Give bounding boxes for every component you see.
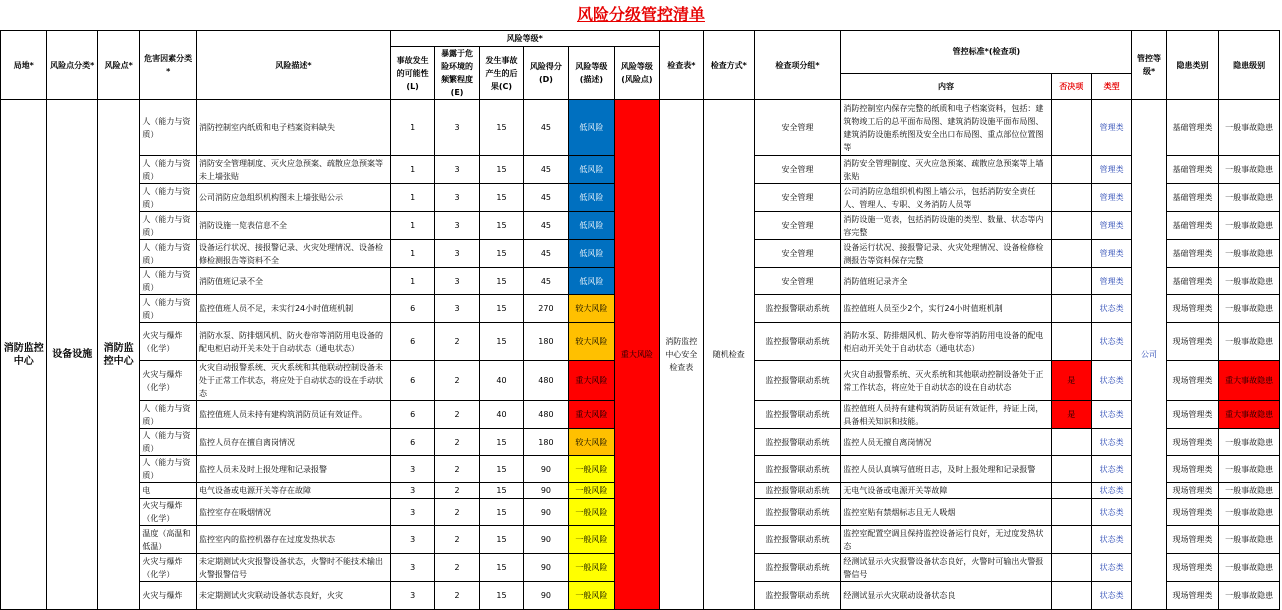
- risk-point-category-cell: 设备设施: [47, 100, 98, 610]
- hazard-grade-cell: 一般事故隐患: [1219, 499, 1280, 526]
- E-cell: 2: [435, 401, 479, 429]
- hazard-grade-cell: 一般事故隐患: [1219, 295, 1280, 323]
- standard-content-cell: 消防值班记录齐全: [841, 268, 1051, 295]
- veto-item-cell: [1051, 212, 1091, 240]
- C-cell: 15: [479, 554, 523, 582]
- type-cell: 管理类: [1091, 184, 1131, 212]
- risk-level-cell: 低风险: [568, 156, 614, 184]
- hazard-factor-cell: 人（能力与资质）: [140, 240, 197, 268]
- hazard-grade-cell: 一般事故隐患: [1219, 526, 1280, 554]
- risk-level-cell: 重大风险: [568, 361, 614, 401]
- hazard-factor-cell: 人（能力与资质）: [140, 401, 197, 429]
- hazard-grade-cell: 一般事故隐患: [1219, 240, 1280, 268]
- hazard-category-cell: 现场管理类: [1166, 554, 1219, 582]
- risk-description-cell: 消防安全管理制度、灭火应急预案、疏散应急预案等未上墙张贴: [196, 156, 390, 184]
- C-cell: 40: [479, 361, 523, 401]
- E-cell: 2: [435, 499, 479, 526]
- C-cell: 40: [479, 401, 523, 429]
- C-cell: 15: [479, 526, 523, 554]
- check-item-category-cell: 安全管理: [754, 156, 841, 184]
- D-cell: 270: [524, 295, 568, 323]
- hazard-factor-cell: 人（能力与资质）: [140, 429, 197, 456]
- standard-content-cell: 公司消防应急组织机构图上墙公示，包括消防安全责任人、管理人、专职、义务消防人员等: [841, 184, 1051, 212]
- E-cell: 2: [435, 429, 479, 456]
- risk-description-cell: 消防值班记录不全: [196, 268, 390, 295]
- C-cell: 15: [479, 100, 523, 156]
- control-level-cell: 公司: [1132, 100, 1166, 610]
- hazard-grade-cell: 一般事故隐患: [1219, 212, 1280, 240]
- hazard-factor-cell: 火灾与爆炸（化学）: [140, 323, 197, 361]
- hazard-grade-cell: 重大事故隐患: [1219, 401, 1280, 429]
- risk-level-cell: 较大风险: [568, 429, 614, 456]
- type-cell: 状态类: [1091, 483, 1131, 499]
- check-item-category-cell: 安全管理: [754, 184, 841, 212]
- E-cell: 3: [435, 156, 479, 184]
- hazard-category-cell: 基础管理类: [1166, 184, 1219, 212]
- standard-content-cell: 监控值班人员持有建构筑消防员证有效证件，持证上岗，具备相关知识和技能。: [841, 401, 1051, 429]
- L-cell: 6: [390, 401, 434, 429]
- risk-description-cell: 监控室存在吸烟情况: [196, 499, 390, 526]
- hazard-grade-cell: 一般事故隐患: [1219, 582, 1280, 610]
- E-cell: 2: [435, 456, 479, 483]
- standard-content-cell: 监控室贴有禁烟标志且无人吸烟: [841, 499, 1051, 526]
- D-cell: 480: [524, 401, 568, 429]
- header-check-item-category: 检查项分组*: [754, 31, 841, 100]
- standard-content-cell: 消防安全管理制度、灭火应急预案、疏散应急预案等上墙张贴: [841, 156, 1051, 184]
- check-item-category-cell: 安全管理: [754, 212, 841, 240]
- type-cell: 状态类: [1091, 582, 1131, 610]
- risk-level-cell: 一般风险: [568, 499, 614, 526]
- D-cell: 45: [524, 184, 568, 212]
- veto-item-cell: [1051, 499, 1091, 526]
- D-cell: 90: [524, 554, 568, 582]
- check-item-category-cell: 安全管理: [754, 240, 841, 268]
- C-cell: 15: [479, 156, 523, 184]
- E-cell: 2: [435, 554, 479, 582]
- L-cell: 6: [390, 361, 434, 401]
- E-cell: 2: [435, 582, 479, 610]
- D-cell: 45: [524, 240, 568, 268]
- veto-item-cell: [1051, 323, 1091, 361]
- header-risk-point-category: 风险点分类*: [47, 31, 98, 100]
- standard-content-cell: 消防水泵、防排烟风机、防火卷帘等消防用电设备的配电柜启动开关处于自动状态（通电状态）: [841, 323, 1051, 361]
- hazard-factor-cell: 火灾与爆炸（化学）: [140, 499, 197, 526]
- veto-item-cell: [1051, 184, 1091, 212]
- E-cell: 3: [435, 240, 479, 268]
- standard-content-cell: 监控人员无擅自离岗情况: [841, 429, 1051, 456]
- risk-level-cell: 一般风险: [568, 582, 614, 610]
- header-type: 类型: [1091, 73, 1131, 100]
- type-cell: 管理类: [1091, 268, 1131, 295]
- standard-content-cell: 经测试显示火灾报警设备状态良好，火警时可输出火警报警信号: [841, 554, 1051, 582]
- check-item-category-cell: 安全管理: [754, 100, 841, 156]
- check-item-category-cell: 监控报警联动系统: [754, 401, 841, 429]
- L-cell: 3: [390, 526, 434, 554]
- L-cell: 6: [390, 323, 434, 361]
- L-cell: 3: [390, 499, 434, 526]
- standard-content-cell: 监控室配置空调且保持监控设备运行良好，无过度发热状态: [841, 526, 1051, 554]
- header-check-table: 检查表*: [659, 31, 703, 100]
- D-cell: 90: [524, 499, 568, 526]
- risk-description-cell: 火灾自动报警系统、灭火系统和其他联动控制设备未处于正常工作状态，将应处于自动状态的设在手动状态: [196, 361, 390, 401]
- risk-description-cell: 未定期测试火灾联动设备状态良好，火灾: [196, 582, 390, 610]
- standard-content-cell: 设备运行状况、接报警记录、火灾处理情况、设备检修检测报告等资料保存完整: [841, 240, 1051, 268]
- risk-level-cell: 一般风险: [568, 526, 614, 554]
- hazard-category-cell: 现场管理类: [1166, 456, 1219, 483]
- type-cell: 状态类: [1091, 323, 1131, 361]
- E-cell: 3: [435, 100, 479, 156]
- check-item-category-cell: 监控报警联动系统: [754, 295, 841, 323]
- hazard-factor-cell: 火灾与爆炸（化学）: [140, 361, 197, 401]
- hazard-grade-cell: 一般事故隐患: [1219, 100, 1280, 156]
- standard-content-cell: 火灾自动报警系统、灭火系统和其他联动控制设备处于正常工作状态，将应处于自动状态的设在自动状态: [841, 361, 1051, 401]
- hazard-grade-cell: 一般事故隐患: [1219, 184, 1280, 212]
- header-check-method: 检查方式*: [704, 31, 755, 100]
- hazard-factor-cell: 温度（高温和低温）: [140, 526, 197, 554]
- veto-item-cell: [1051, 240, 1091, 268]
- hazard-category-cell: 现场管理类: [1166, 361, 1219, 401]
- risk-level-cell: 较大风险: [568, 323, 614, 361]
- D-cell: 480: [524, 361, 568, 401]
- hazard-factor-cell: 人（能力与资质）: [140, 156, 197, 184]
- standard-content-cell: 消防设施一览表，包括消防设施的类型、数量、状态等内容完整: [841, 212, 1051, 240]
- C-cell: 15: [479, 184, 523, 212]
- hazard-factor-cell: 人（能力与资质）: [140, 456, 197, 483]
- type-cell: 状态类: [1091, 429, 1131, 456]
- risk-level-cell: 低风险: [568, 268, 614, 295]
- header-C: 发生事故产生的后果(C): [479, 47, 523, 100]
- check-item-category-cell: 监控报警联动系统: [754, 526, 841, 554]
- E-cell: 3: [435, 184, 479, 212]
- hazard-grade-cell: 一般事故隐患: [1219, 323, 1280, 361]
- hazard-grade-cell: 一般事故隐患: [1219, 268, 1280, 295]
- header-D: 风险得分(D): [524, 47, 568, 100]
- L-cell: 1: [390, 240, 434, 268]
- risk-level-cell: 低风险: [568, 184, 614, 212]
- check-item-category-cell: 监控报警联动系统: [754, 456, 841, 483]
- hazard-factor-cell: 火灾与爆炸: [140, 582, 197, 610]
- veto-item-cell: [1051, 295, 1091, 323]
- check-item-category-cell: 监控报警联动系统: [754, 554, 841, 582]
- type-cell: 管理类: [1091, 240, 1131, 268]
- hazard-category-cell: 现场管理类: [1166, 295, 1219, 323]
- risk-description-cell: 设备运行状况、接报警记录、火灾处理情况、设备检修检测报告等资料不全: [196, 240, 390, 268]
- hazard-category-cell: 现场管理类: [1166, 483, 1219, 499]
- check-item-category-cell: 监控报警联动系统: [754, 483, 841, 499]
- location-cell: 消防监控中心: [1, 100, 47, 610]
- veto-item-cell: [1051, 526, 1091, 554]
- D-cell: 45: [524, 212, 568, 240]
- check-item-category-cell: 监控报警联动系统: [754, 582, 841, 610]
- C-cell: 15: [479, 456, 523, 483]
- table-row: [1, 100, 1280, 156]
- risk-description-cell: 监控值班人员未持有建构筑消防员证有效证件。: [196, 401, 390, 429]
- D-cell: 180: [524, 323, 568, 361]
- standard-content-cell: 无电气设备或电源开关等故障: [841, 483, 1051, 499]
- E-cell: 2: [435, 323, 479, 361]
- type-cell: 状态类: [1091, 295, 1131, 323]
- D-cell: 180: [524, 429, 568, 456]
- check-item-category-cell: 安全管理: [754, 268, 841, 295]
- hazard-grade-cell: 一般事故隐患: [1219, 156, 1280, 184]
- C-cell: 15: [479, 268, 523, 295]
- hazard-grade-cell: 一般事故隐患: [1219, 554, 1280, 582]
- L-cell: 1: [390, 268, 434, 295]
- check-item-category-cell: 监控报警联动系统: [754, 323, 841, 361]
- risk-control-table: [0, 30, 1280, 610]
- risk-level-cell: 一般风险: [568, 456, 614, 483]
- standard-content-cell: 消防控制室内保存完整的纸质和电子档案资料，包括：建筑物竣工后的总平面布局图、建筑消防设施平面布局图、建筑消防设施系统图及安全出口布局图、重点部位位置图等: [841, 100, 1051, 156]
- L-cell: 1: [390, 100, 434, 156]
- header-risk-description: 风险描述*: [196, 31, 390, 100]
- risk-description-cell: 消防水泵、防排烟风机、防火卷帘等消防用电设备的配电柜启动开关未处于自动状态（通电状态）: [196, 323, 390, 361]
- E-cell: 2: [435, 361, 479, 401]
- header-hazard-grade: 隐患级别: [1219, 31, 1280, 100]
- header-location: 局地*: [1, 31, 47, 100]
- D-cell: 90: [524, 456, 568, 483]
- risk-description-cell: 公司消防应急组织机构图未上墙张贴公示: [196, 184, 390, 212]
- hazard-factor-cell: 人（能力与资质）: [140, 100, 197, 156]
- D-cell: 45: [524, 268, 568, 295]
- D-cell: 45: [524, 156, 568, 184]
- hazard-category-cell: 基础管理类: [1166, 100, 1219, 156]
- E-cell: 2: [435, 526, 479, 554]
- hazard-factor-cell: 人（能力与资质）: [140, 184, 197, 212]
- L-cell: 1: [390, 184, 434, 212]
- L-cell: 6: [390, 295, 434, 323]
- E-cell: 2: [435, 483, 479, 499]
- veto-item-cell: 是: [1051, 361, 1091, 401]
- header-control-level: 管控等级*: [1132, 31, 1166, 100]
- C-cell: 15: [479, 499, 523, 526]
- risk-description-cell: 监控人员未及时上报处理和记录报警: [196, 456, 390, 483]
- L-cell: 6: [390, 429, 434, 456]
- risk-level-cell: 低风险: [568, 240, 614, 268]
- L-cell: 3: [390, 456, 434, 483]
- header-veto-item: 否决项: [1051, 73, 1091, 100]
- type-cell: 状态类: [1091, 554, 1131, 582]
- header-hazard-category: 隐患类别: [1166, 31, 1219, 100]
- header-risk-level-group: 风险等级*: [390, 31, 659, 47]
- C-cell: 15: [479, 323, 523, 361]
- check-item-category-cell: 监控报警联动系统: [754, 429, 841, 456]
- type-cell: 管理类: [1091, 156, 1131, 184]
- veto-item-cell: [1051, 554, 1091, 582]
- hazard-grade-cell: 一般事故隐患: [1219, 429, 1280, 456]
- C-cell: 15: [479, 429, 523, 456]
- C-cell: 15: [479, 295, 523, 323]
- hazard-factor-cell: 人（能力与资质）: [140, 268, 197, 295]
- hazard-grade-cell: 一般事故隐患: [1219, 483, 1280, 499]
- header-risk-point: 风险点*: [97, 31, 139, 100]
- risk-description-cell: 电气设备或电源开关等存在故障: [196, 483, 390, 499]
- C-cell: 15: [479, 483, 523, 499]
- header-hazard-factor-category: 危害因素分类*: [140, 31, 197, 100]
- type-cell: 管理类: [1091, 100, 1131, 156]
- L-cell: 3: [390, 483, 434, 499]
- D-cell: 90: [524, 582, 568, 610]
- type-cell: 状态类: [1091, 401, 1131, 429]
- type-cell: 状态类: [1091, 499, 1131, 526]
- veto-item-cell: 是: [1051, 401, 1091, 429]
- hazard-category-cell: 现场管理类: [1166, 499, 1219, 526]
- risk-description-cell: 消防设施一览表信息不全: [196, 212, 390, 240]
- L-cell: 3: [390, 582, 434, 610]
- risk-description-cell: 监控人员存在擅自离岗情况: [196, 429, 390, 456]
- type-cell: 状态类: [1091, 361, 1131, 401]
- hazard-category-cell: 现场管理类: [1166, 401, 1219, 429]
- page-title: 风险分级管控清单: [576, 5, 705, 24]
- C-cell: 15: [479, 212, 523, 240]
- hazard-factor-cell: 电: [140, 483, 197, 499]
- risk-description-cell: 未定期测试火灾报警设备状态，火警时不能技术输出火警报警信号: [196, 554, 390, 582]
- header-level-point: 风险等级(风险点): [615, 47, 659, 100]
- E-cell: 3: [435, 212, 479, 240]
- check-item-category-cell: 监控报警联动系统: [754, 499, 841, 526]
- risk-level-cell: 低风险: [568, 212, 614, 240]
- risk-level-cell: 重大风险: [568, 401, 614, 429]
- type-cell: 状态类: [1091, 456, 1131, 483]
- check-item-category-cell: 监控报警联动系统: [754, 361, 841, 401]
- hazard-category-cell: 现场管理类: [1166, 582, 1219, 610]
- check-method-cell: 随机检查: [704, 100, 755, 610]
- E-cell: 3: [435, 268, 479, 295]
- veto-item-cell: [1051, 483, 1091, 499]
- header-L: 事故发生的可能性(L): [390, 47, 434, 100]
- standard-content-cell: 监控值班人员至少2个，实行24小时值班机制: [841, 295, 1051, 323]
- standard-content-cell: 经测试显示火灾联动设备状态良: [841, 582, 1051, 610]
- risk-level-cell: 较大风险: [568, 295, 614, 323]
- risk-point-cell: 消防监控中心: [97, 100, 139, 610]
- veto-item-cell: [1051, 429, 1091, 456]
- risk-description-cell: 监控室内的监控机器存在过度发热状态: [196, 526, 390, 554]
- risk-level-cell: 一般风险: [568, 554, 614, 582]
- risk-level-point-cell: 重大风险: [615, 100, 659, 610]
- risk-description-cell: 消防控制室内纸质和电子档案资料缺失: [196, 100, 390, 156]
- D-cell: 90: [524, 483, 568, 499]
- veto-item-cell: [1051, 456, 1091, 483]
- standard-content-cell: 监控人员认真填写值班日志，及时上报处理和记录报警: [841, 456, 1051, 483]
- hazard-factor-cell: 火灾与爆炸（化学）: [140, 554, 197, 582]
- D-cell: 45: [524, 100, 568, 156]
- hazard-category-cell: 现场管理类: [1166, 429, 1219, 456]
- hazard-category-cell: 现场管理类: [1166, 323, 1219, 361]
- L-cell: 1: [390, 156, 434, 184]
- veto-item-cell: [1051, 100, 1091, 156]
- veto-item-cell: [1051, 156, 1091, 184]
- L-cell: 3: [390, 554, 434, 582]
- E-cell: 3: [435, 295, 479, 323]
- risk-level-cell: 一般风险: [568, 483, 614, 499]
- check-table-cell: 消防监控中心安全检查表: [659, 100, 703, 610]
- risk-description-cell: 监控值班人员不足，未实行24小时值班机制: [196, 295, 390, 323]
- hazard-category-cell: 基础管理类: [1166, 240, 1219, 268]
- hazard-factor-cell: 人（能力与资质）: [140, 295, 197, 323]
- hazard-category-cell: 基础管理类: [1166, 212, 1219, 240]
- header-E: 暴露于危险环境的频繁程度(E): [435, 47, 479, 100]
- L-cell: 1: [390, 212, 434, 240]
- C-cell: 15: [479, 582, 523, 610]
- type-cell: 管理类: [1091, 212, 1131, 240]
- hazard-grade-cell: 一般事故隐患: [1219, 456, 1280, 483]
- veto-item-cell: [1051, 268, 1091, 295]
- hazard-category-cell: 现场管理类: [1166, 526, 1219, 554]
- hazard-category-cell: 基础管理类: [1166, 268, 1219, 295]
- header-level-desc: 风险等级(描述): [568, 47, 614, 100]
- hazard-grade-cell: 重大事故隐患: [1219, 361, 1280, 401]
- hazard-factor-cell: 人（能力与资质）: [140, 212, 197, 240]
- veto-item-cell: [1051, 582, 1091, 610]
- risk-level-cell: 低风险: [568, 100, 614, 156]
- C-cell: 15: [479, 240, 523, 268]
- hazard-category-cell: 基础管理类: [1166, 156, 1219, 184]
- header-content: 内容: [841, 73, 1051, 100]
- type-cell: 状态类: [1091, 526, 1131, 554]
- header-standard-group: 管控标准*(检查项): [841, 31, 1132, 74]
- D-cell: 90: [524, 526, 568, 554]
